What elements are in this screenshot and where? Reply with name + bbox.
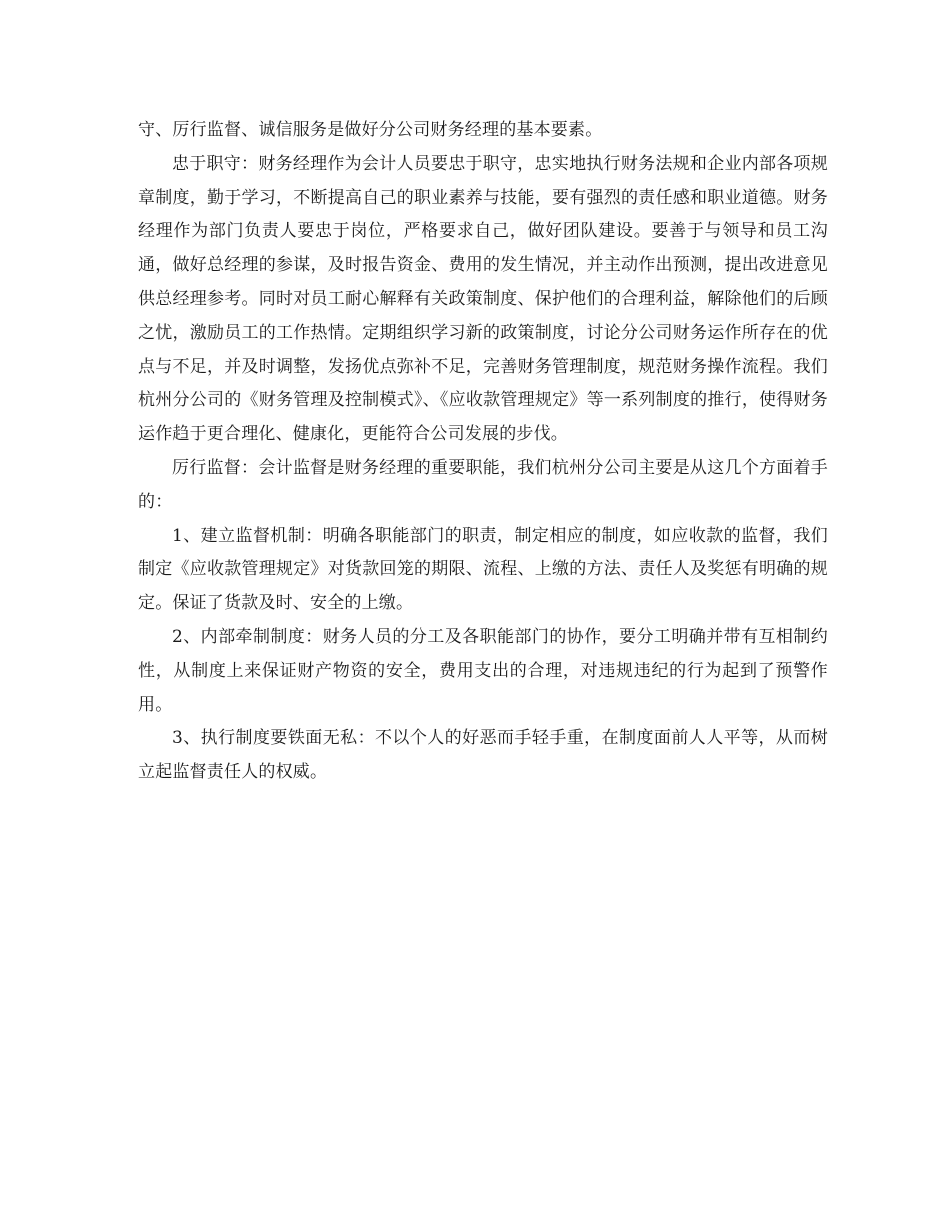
paragraph-loyalty: 忠于职守：财务经理作为会计人员要忠于职守，忠实地执行财务法规和企业内部各项规章制度，勤于学习，不断提高自己的职业素养与技能，要有强烈的责任感和职业道德。财务经理作为部门负责人要忠于岗位，严格要求自己，做好团队建设。要善于与领导和员工沟通，做好总经理的参谋，及时报告资金、费用的发生情况，并主动作出预测，提出改进意见供总经理参考。同时对员工耐心解释有关政策制度、保护他们的合理利益，解除他们的后顾之忧，激励员工的工作热情。定期组织学习新的政策制度，讨论分公司财务运作所存在的优点与不足，并及时调整，发扬优点弥补不足，完善财务管理制度，规范财务操作流程。我们杭州分公司的《财务管理及控制模式》、《应收款管理规定》等一系列制度的推行，使得财务运作趋于更合理化、健康化，更能符合公司发展的步伐。 bbox=[138, 153, 828, 445]
document-body bbox=[138, 114, 828, 790]
paragraph-supervision: 厉行监督：会计监督是财务经理的重要职能，我们杭州分公司主要是从这几个方面着手的： bbox=[138, 457, 828, 512]
paragraph-item-3: 3、执行制度要铁面无私：不以个人的好恶而手轻手重，在制度面前人人平等，从而树立起监督责任人的权威。 bbox=[138, 728, 828, 783]
paragraph-item-1: 1、建立监督机制：明确各职能部门的职责，制定相应的制度，如应收款的监督，我们制定《应收款管理规定》对货款回笼的期限、流程、上缴的方法、责任人及奖惩有明确的规定。保证了货款及时、安全的上缴。 bbox=[138, 525, 828, 614]
paragraph-intro-continuation: 守、厉行监督、诚信服务是做好分公司财务经理的基本要素。 bbox=[138, 120, 603, 140]
paragraph-item-2: 2、内部牵制制度：财务人员的分工及各职能部门的协作，要分工明确并带有互相制约性，从制度上来保证财产物资的安全，费用支出的合理，对违规违纪的行为起到了预警作用。 bbox=[138, 626, 828, 715]
